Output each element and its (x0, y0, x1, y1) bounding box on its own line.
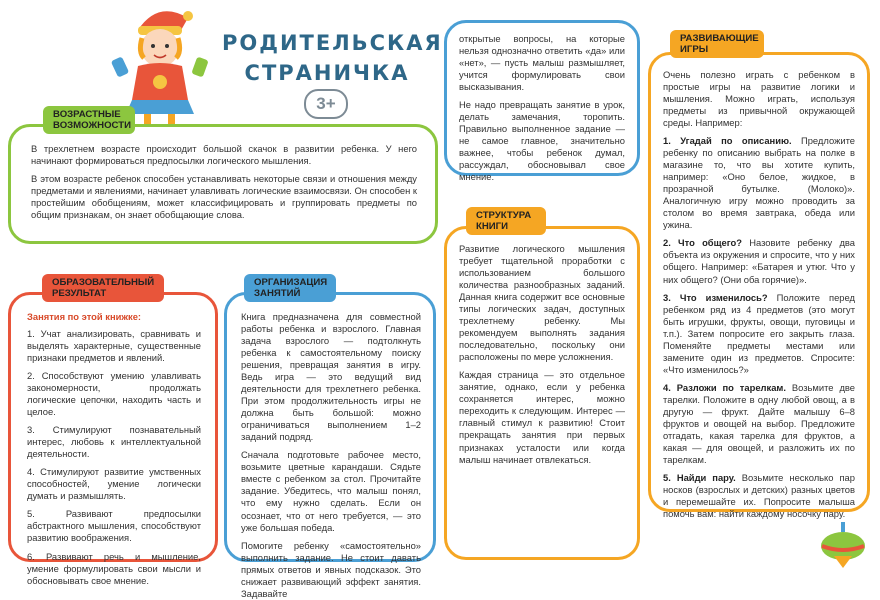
struct-paragraph-2: Каждая страница — это отдельное занятие, однако, если у ребенка сохраняется интерес, можно переходить к следующим. Интерес — главный стимул к развитию! Стоит прекращать занятия при первых признаках усталости или когда малыш начинает отвлекаться. (459, 369, 625, 465)
title-line-1: РОДИТЕЛЬСКАЯ (222, 31, 443, 55)
org-paragraph-1: Книга предназначена для совместной работы ребенка и взрослого. Главная задача взрослого — подтолкнуть ребенка к самостоятельному поиску решения, превращая занятия в игру. Ведь игра — это ведущий вид деятельности для трехлетнего ребенка. При этом продолжительность игры не должна быть большой: можно ограничиваться выполнением 1–2 заданий подряд. (241, 311, 421, 443)
continuation-paragraph-2: Не надо превращать занятие в урок, делать замечания, торопить. Правильно выполненное задание — не самое главное, значительно важнее, чтобы ребенок думал, рассуждал, обосновывал свое мнение. (459, 99, 625, 183)
edu-item-1: 1. Учат анализировать, сравнивать и выделять характерные, существенные признаки предметов и явлений. (27, 328, 201, 364)
age-section-tag (43, 106, 135, 134)
age-badge: 3+ (304, 89, 348, 119)
games-item-2-text: Назовите ребенку два объекта из окружения и спросите, что у них общего. Например: «Батарея и утюг. Что у них общего? (Они оба горячие)». (663, 237, 855, 285)
struct-tag-line-1: СТРУКТУРА (476, 210, 532, 221)
title-line-2: СТРАНИЧКА (244, 61, 410, 86)
edu-item-2: 2. Способствуют умению улавливать закономерности, продолжать логические цепочки, находить часть и целое. (27, 370, 201, 418)
games-item-1 (663, 135, 855, 231)
edu-tag-line-1: ОБРАЗОВАТЕЛЬНЫЙ (52, 277, 155, 288)
continuation-paragraph-1: открытые вопросы, на которые нельзя однозначно ответить «да» или «нет», — пусть малыш размышляет, учится формулировать свои высказывания. (459, 33, 625, 93)
games-item-3-text: Положите перед ребенком ряд из 4 предметов (это могут быть игрушки, фрукты, овощи, пуговицы и т.п.). Затем попросите его закрыть глаза. Поменяйте предметы местами или замените один из предметов. Спросите: «Что изменилось?» (663, 291, 855, 375)
org-tag-line-1: ОРГАНИЗАЦИЯ (254, 277, 328, 288)
age-section (8, 124, 438, 244)
games-item-2 (663, 237, 855, 285)
games-item-5 (663, 472, 855, 520)
edu-section-tag (42, 274, 164, 302)
org-paragraph-2: Сначала подготовьте рабочее место, возьмите цветные карандаши. Сядьте вместе с ребенком за стол. Прочитайте задание. Убедитесь, что малыш понял, что ему нужно сделать. Если он осознает, что от него требуется, — это уже большая победа. (241, 449, 421, 533)
games-tag-line-1: РАЗВИВАЮЩИЕ (680, 33, 759, 44)
games-tag-line-2: ИГРЫ (680, 43, 709, 55)
edu-item-3: 3. Стимулируют познавательный интерес, любовь к интеллектуальной деятельности. (27, 424, 201, 460)
games-item-2-head: 2. Что общего? (663, 237, 742, 249)
games-item-4-text: Возьмите две тарелки. Положите в одну любой овощ, а в другую — фрукт. Дайте малышу 6–8 фруктов и овощей на выбор. Предложите отгадать, какая тарелка для фруктов, а какая — для овощей, и разложить их по тарелкам. (663, 381, 855, 465)
games-item-4-head: 4. Разложи по тарелкам. (663, 381, 786, 393)
struct-paragraph-1: Развитие логического мышления требует тщательной проработки с использованием большого количества разнообразных заданий. Данная книга содержит все основные типы логических задач, доступных трехлетнему ребенку. Мы рекомендуем выполнять задания последовательно, поскольку они расположены по мере усложнения. (459, 243, 625, 363)
games-item-3 (663, 292, 855, 376)
games-item-1-head: 1. Угадай по описанию. (663, 135, 792, 147)
games-item-5-head: 5. Найди пару. (663, 471, 736, 483)
spinning-top-illustration (818, 520, 868, 570)
age-tag-line-1: ВОЗРАСТНЫЕ (53, 109, 121, 120)
age-paragraph-1: В трехлетнем возрасте происходит большой скачок в развитии ребенка. У него начинают формироваться предпосылки логического мышления. (31, 143, 417, 167)
struct-section-tag (466, 207, 546, 235)
edu-item-4: 4. Стимулируют развитие умственных способностей, умение логически думать и размышлять. (27, 466, 201, 502)
edu-tag-line-2: РЕЗУЛЬТАТ (52, 287, 107, 299)
games-item-1-text: Предложите ребенку по описанию выбрать на полке в магазине то, что вы хотите купить, например: «Оно белое, жидкое, в прозрачной бутылке. (Молоко)». Аналогичную игру можно проводить за столом во время завтрака, обеда или ужина. (663, 135, 855, 231)
edu-item-6: 6. Развивают речь и мышление, умение формулировать свои мысли и обосновывать свое мнение. (27, 550, 201, 586)
edu-section (8, 292, 218, 586)
org-tag-line-2: ЗАНЯТИЙ (254, 287, 301, 299)
games-section (648, 52, 870, 520)
org-paragraph-3: Помогите ребенку «самостоятельно» выполнить задание. Не стоит давать прямых ответов и явных подсказок. Это снижает развивающий эффект занятия. Задавайте (241, 539, 421, 599)
games-item-4 (663, 382, 855, 466)
games-item-3-head: 3. Что изменилось? (663, 291, 768, 303)
age-tag-line-2: ВОЗМОЖНОСТИ (53, 119, 131, 131)
org-section (224, 292, 436, 599)
age-paragraph-2: В этом возрасте ребенок способен устанавливать некоторые связи и отношения между предметами и явлениями, начинает улавливать логические взаимосвязи. Он способен к простейшим обобщениям, может классифицировать и группировать предметы по общим признакам, он знает обобщающие слова. (31, 173, 417, 221)
struct-tag-line-2: КНИГИ (476, 220, 509, 232)
edu-item-5: 5. Развивают предпосылки абстрактного мышления, способствуют развитию воображения. (27, 508, 201, 544)
struct-section (444, 226, 640, 560)
page-title (222, 28, 443, 89)
games-item-5-text: Возьмите несколько пар носков (взрослых и детских) разных цветов и перемешайте их. Попросите малыша помочь вам: найти каждому носочку пару. (663, 471, 855, 520)
games-section-tag (670, 30, 764, 58)
edu-subtitle: Занятия по этой книжке: (27, 311, 142, 322)
games-intro: Очень полезно играть с ребенком в простые игры на развитие логики и мышления. Можно играть, используя предметы из привычной окружающей среды. Например: (663, 69, 855, 129)
org-section-tag (244, 274, 336, 302)
continuation-box (444, 20, 640, 183)
